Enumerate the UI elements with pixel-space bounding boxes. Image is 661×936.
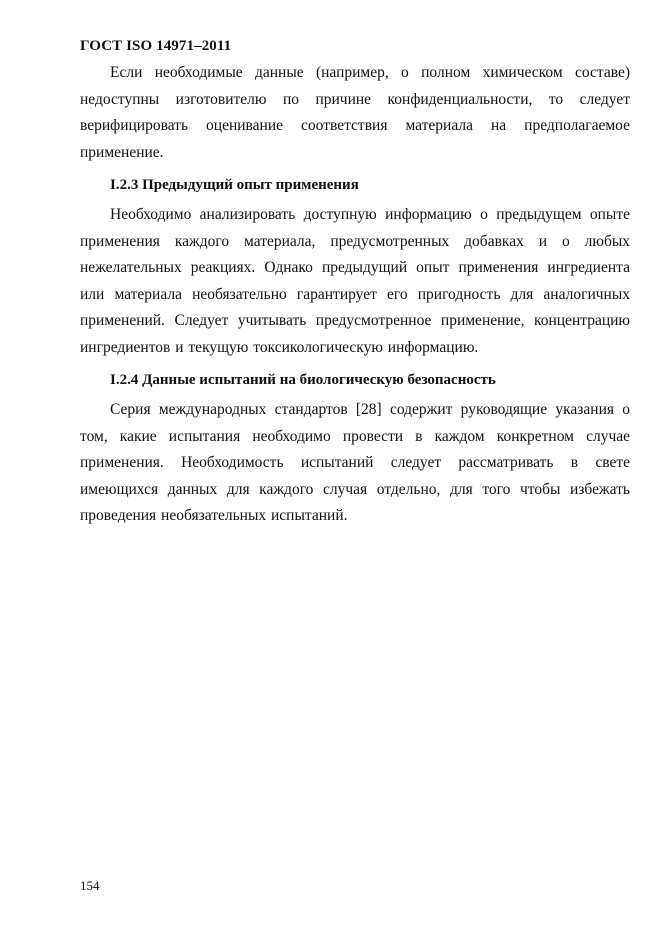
section-heading-i-2-4: I.2.4 Данные испытаний на биологическую безопасность xyxy=(110,372,496,388)
document-header: ГОСТ ISO 14971–2011 xyxy=(80,38,232,54)
section-heading-i-2-3: I.2.3 Предыдущий опыт применения xyxy=(110,177,359,193)
document-body xyxy=(80,60,630,530)
section-paragraph-i-2-3: Необходимо анализировать доступную информацию о предыдущем опыте применения каждого материала, предусмотренных добавках и о любых нежелательных реакциях. Однако предыдущий опыт применения ингредиента или материала необязательно гарантирует его пригодность для аналогичных применений. Следует учитывать предусмотренное применение, концентрацию ингредиентов и текущую токсикологическую информацию. xyxy=(80,206,630,356)
page-number: 154 xyxy=(80,878,100,893)
section-paragraph-i-2-4: Серия международных стандартов [28] содержит руководящие указания о том, какие испытания необходимо провести в каждом конкретном случае применения. Необходимость испытаний следует рассматривать в свете имеющихся данных для каждого случая отдельно, для того чтобы избежать проведения необязательных испытаний. xyxy=(80,401,630,524)
intro-paragraph: Если необходимые данные (например, о полном химическом составе) недоступны изготовителю по причине конфиденциальности, то следует верифицировать оценивание соответствия материала на предполагаемое применение. xyxy=(80,64,630,161)
